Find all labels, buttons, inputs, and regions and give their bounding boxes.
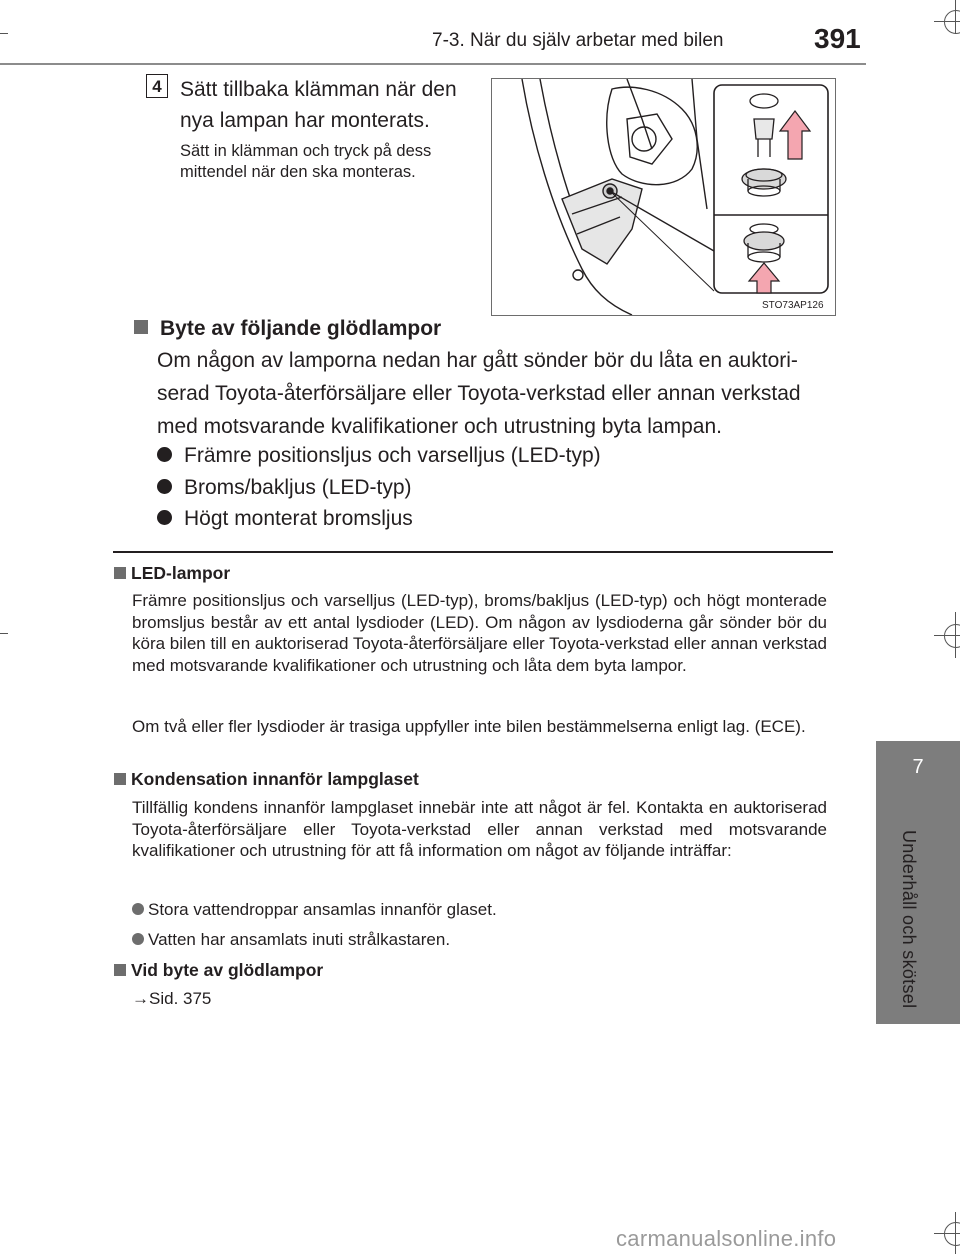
note-title [114,563,230,584]
bullet-item [157,507,413,531]
chapter-tab-number: 7 [912,756,924,778]
watermark: carmanualsonline.info [616,1226,837,1251]
note-title [114,769,419,790]
chapter-tab-title: Underhåll och skötsel [899,830,919,1009]
headlight-clip-illustration [491,78,836,316]
bullet-dot-icon [157,447,172,462]
note-square-icon [114,964,126,976]
section-body-line: med motsvarande kvalifikationer och utrustning byta lampan. [157,415,722,438]
figure-code: STO73AP126 [762,300,824,311]
note-paragraph: Tillfällig kondens innanför lampglaset innebär inte att något är fel. Kontakta en auktoriserad Toyota-återförsäljare eller Toyota-verkstad eller annan verkstad med motsvarande kvalifikationer och utrustning för att få information om något av följande inträffar: [132,798,827,860]
bullet-text: Främre positionsljus och varselljus (LED-typ) [184,444,601,467]
section-divider [113,551,833,553]
section-body-line: serad Toyota-återförsäljare eller Toyota-verkstad eller annan verkstad [157,382,801,405]
bullet-item [157,444,601,468]
step-instruction: Sätt tillbaka klämman när den nya lampan har monterats. [180,78,457,132]
header-rule [0,63,866,65]
clip-illustration-drawing [492,79,835,315]
note-title-text: Vid byte av glödlampor [131,960,324,980]
note-square-icon [114,773,126,785]
note-bullet [132,899,827,921]
bullet-dot-icon [157,510,172,525]
note-square-icon [114,567,126,579]
note-bullet [132,929,827,951]
bullet-text: Broms/bakljus (LED-typ) [184,476,412,499]
arrow-right-icon: → [132,989,149,1008]
running-header-section: 7-3. När du själv arbetar med bilen [432,30,724,51]
note-title-text: Kondensation innanför lampglaset [131,769,419,789]
note-bullet-text: Vatten har ansamlats inuti strålkastaren. [148,930,451,949]
bullet-item [157,476,412,500]
section-square-icon [134,320,148,334]
page-reference-text: Sid. 375 [149,989,212,1008]
note-paragraph: Främre positionsljus och varselljus (LED-typ), broms/bakljus (LED-typ) och högt monterade bromsljus består av ett antal lysdioder (LED). Om någon av lysdioderna går sönder bör du köra bilen till en auktoriserad Toyota-återförsäljare eller Toyota-verkstad eller annan verkstad med motsvarande kvalifikationer och utrustning och låta dem byta lampor. [132,591,827,675]
section-body-line: Om någon av lamporna nedan har gått sönder bör du låta en auktori- [157,349,798,372]
section-body [157,344,829,443]
section-title-text: Byte av följande glödlampor [160,317,442,340]
note-bullet-text: Stora vattendroppar ansamlas innanför glaset. [148,900,497,919]
section-title [134,317,441,341]
note-bullet-dot-icon [132,903,144,915]
bullet-text: Högt monterat bromsljus [184,507,413,530]
bullet-dot-icon [157,479,172,494]
note-title [114,960,323,981]
step-note: Sätt in klämman och tryck på dess mittendel när den ska monteras. [180,142,432,181]
page-reference[interactable] [132,988,827,1010]
note-bullet-dot-icon [132,933,144,945]
note-title-text: LED-lampor [131,563,231,583]
page-number: 391 [814,23,861,54]
step-number-badge: 4 [146,74,168,98]
note-paragraph: Om två eller fler lysdioder är trasiga uppfyller inte bilen bestämmelserna enligt lag. (ECE). [132,717,806,736]
